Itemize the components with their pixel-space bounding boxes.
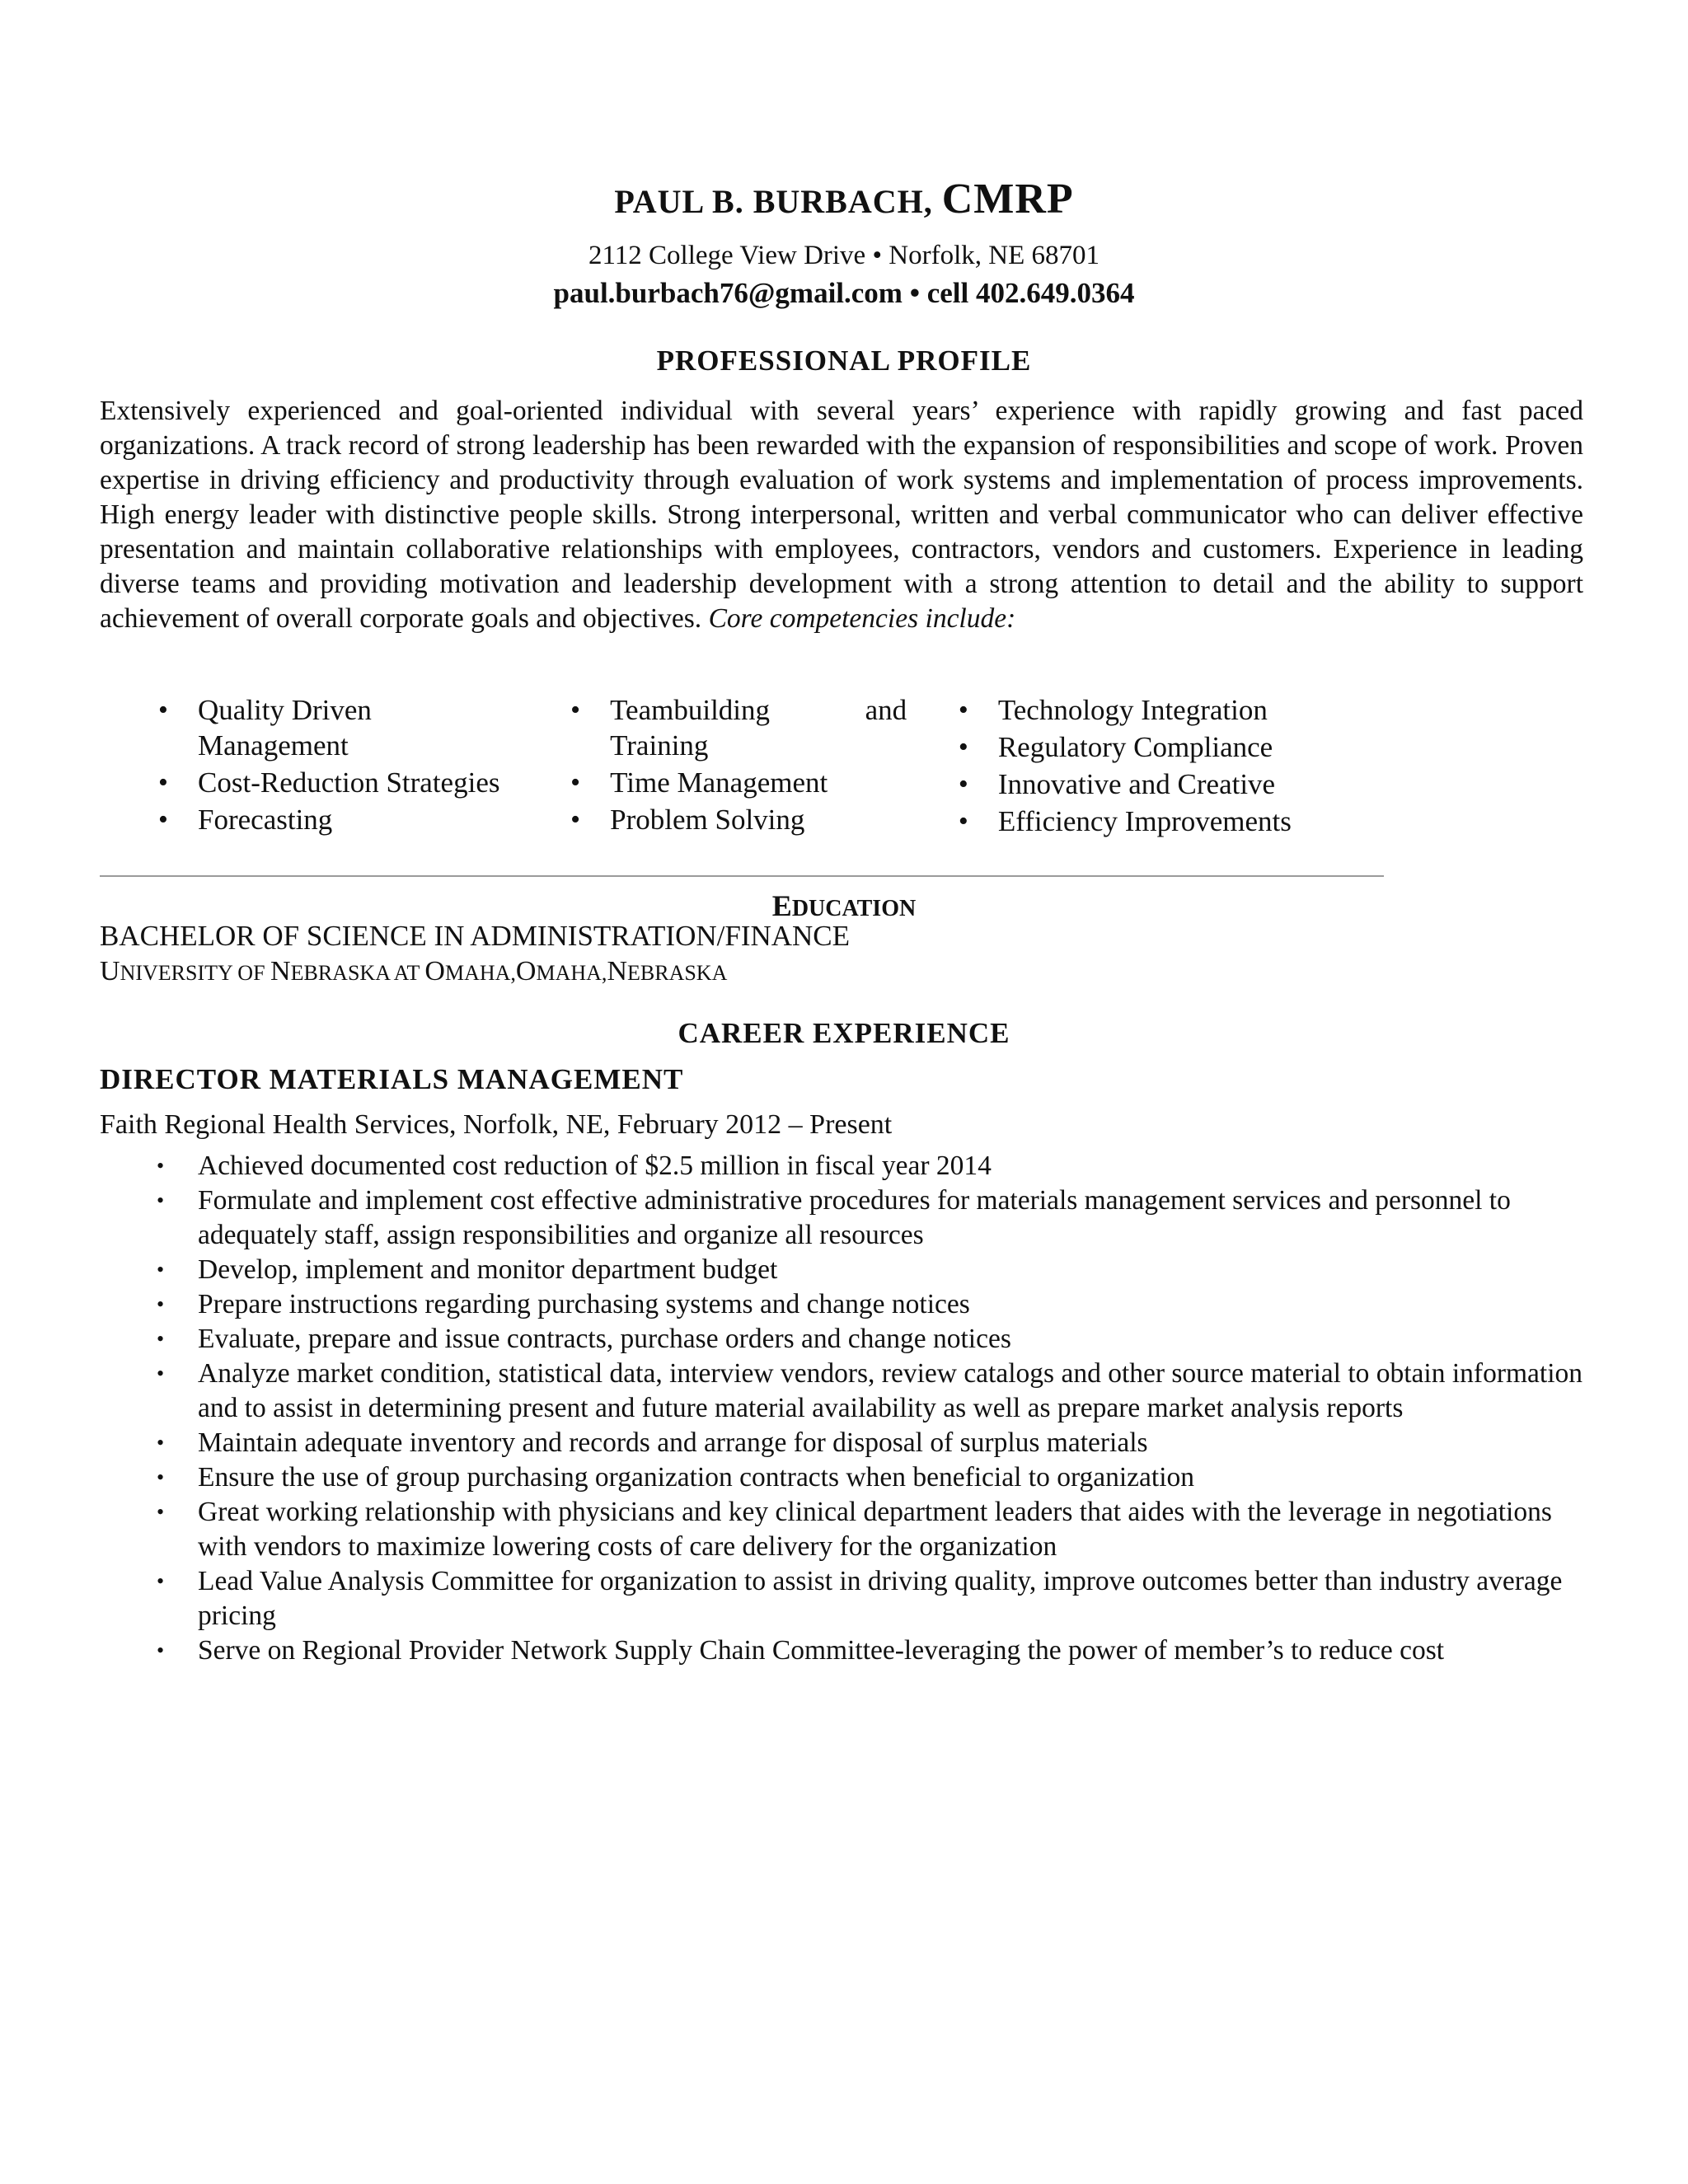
section-divider	[100, 875, 1384, 877]
duty-item: • Lead Value Analysis Committee for organization to assist in driving quality, improve outcomes better than industry average pricing	[157, 1564, 1591, 1633]
job-duties-list	[157, 1149, 1591, 1668]
school-part: N	[270, 956, 291, 987]
school-part: NIVERSITY OF	[120, 961, 271, 985]
profile-body: Extensively experienced and goal-oriented individual with several years’ experience with rapidly growing and fast paced organizations. A track record of strong leadership has been rewarded with the expansion of responsibilities and scope of work. Proven expertise in driving efficiency and productivity through evaluation of work systems and implementation of process improvements. High energy leader with distinctive people skills. Strong interpersonal, written and verbal communicator who can deliver effective presentation and maintain collaborative relationships with employees, contractors, vendors and customers. Experience in leading diverse teams and providing motivation and leadership development with a strong attention to detail and the ability to support achievement of overall corporate goals and objectives.	[100, 396, 1583, 634]
profile-heading: PROFESSIONAL PROFILE	[656, 344, 1032, 377]
school-part: EBRASKA	[627, 961, 728, 985]
school	[100, 956, 727, 987]
school-part: N	[607, 956, 627, 987]
competency-item: • Teambuilding and Training	[569, 692, 907, 763]
job-title: DIRECTOR MATERIALS MANAGEMENT	[100, 1063, 684, 1095]
duty-item: • Formulate and implement cost effective administrative procedures for materials management services and personnel to adequately staff, assign responsibilities and organize all resources	[157, 1183, 1591, 1253]
competency-column	[957, 692, 1409, 841]
school-part: MAHA,	[444, 961, 516, 985]
degree: BACHELOR OF SCIENCE IN ADMINISTRATION/FINANCE	[100, 920, 851, 952]
competency-column	[157, 692, 569, 841]
duty-item: • Analyze market condition, statistical data, interview vendors, review catalogs and other source material to obtain information and to assist in determining present and future material availability as well as prepare market analysis reports	[157, 1357, 1591, 1426]
competency-item: • Regulatory Compliance	[957, 729, 1409, 765]
competency-item: • Quality Driven Management	[157, 692, 495, 763]
education-heading	[0, 888, 1688, 923]
school-part: O	[515, 956, 537, 987]
school-part: O	[424, 956, 445, 987]
education-heading-initial: E	[771, 889, 792, 922]
competency-item: • Cost-Reduction Strategies	[157, 765, 544, 800]
credential-text: CMRP	[941, 176, 1074, 223]
duty-item: • Serve on Regional Provider Network Supply Chain Committee-leveraging the power of member’s to reduce cost	[157, 1633, 1591, 1668]
job-organization: Faith Regional Health Services, Norfolk, NE, February 2012 – Present	[100, 1109, 893, 1140]
duty-item: • Develop, implement and monitor department budget	[157, 1253, 1591, 1287]
duty-item: • Prepare instructions regarding purchasing systems and change notices	[157, 1287, 1591, 1322]
candidate-name	[0, 175, 1688, 223]
school-part: U	[100, 956, 120, 987]
competency-item: • Efficiency Improvements	[957, 804, 1409, 839]
competency-item: • Innovative and Creative	[957, 766, 1409, 802]
competency-item: • Forecasting	[157, 802, 495, 837]
contact-info: paul.burbach76@gmail.com • cell 402.649.0364	[553, 277, 1135, 309]
duty-item: • Maintain adequate inventory and records and arrange for disposal of surplus materials	[157, 1426, 1591, 1460]
competency-column	[569, 692, 957, 841]
competency-item: • Time Management	[569, 765, 907, 800]
experience-heading: CAREER EXPERIENCE	[678, 1017, 1010, 1049]
address: 2112 College View Drive • Norfolk, NE 68701	[588, 241, 1100, 270]
competencies-list	[157, 692, 1409, 841]
duty-item: • Great working relationship with physicians and key clinical department leaders that aides with the leverage in negotiations with vendors to maximize lowering costs of care delivery for the organization	[157, 1495, 1591, 1564]
profile-summary	[100, 394, 1583, 636]
school-part: EBRASKA AT	[290, 961, 425, 985]
competencies-intro: Core competencies include:	[708, 603, 1016, 634]
school-part: MAHA,	[536, 961, 607, 985]
name-text: PAUL B. BURBACH,	[614, 183, 933, 220]
competency-item: • Problem Solving	[569, 802, 907, 837]
duty-item: • Ensure the use of group purchasing organization contracts when beneficial to organization	[157, 1460, 1591, 1495]
duty-item: • Achieved documented cost reduction of $2.5 million in fiscal year 2014	[157, 1149, 1591, 1183]
competency-item: • Technology Integration	[957, 692, 1409, 728]
duty-item: • Evaluate, prepare and issue contracts, purchase orders and change notices	[157, 1322, 1591, 1357]
education-heading-rest: DUCATION	[791, 896, 917, 921]
